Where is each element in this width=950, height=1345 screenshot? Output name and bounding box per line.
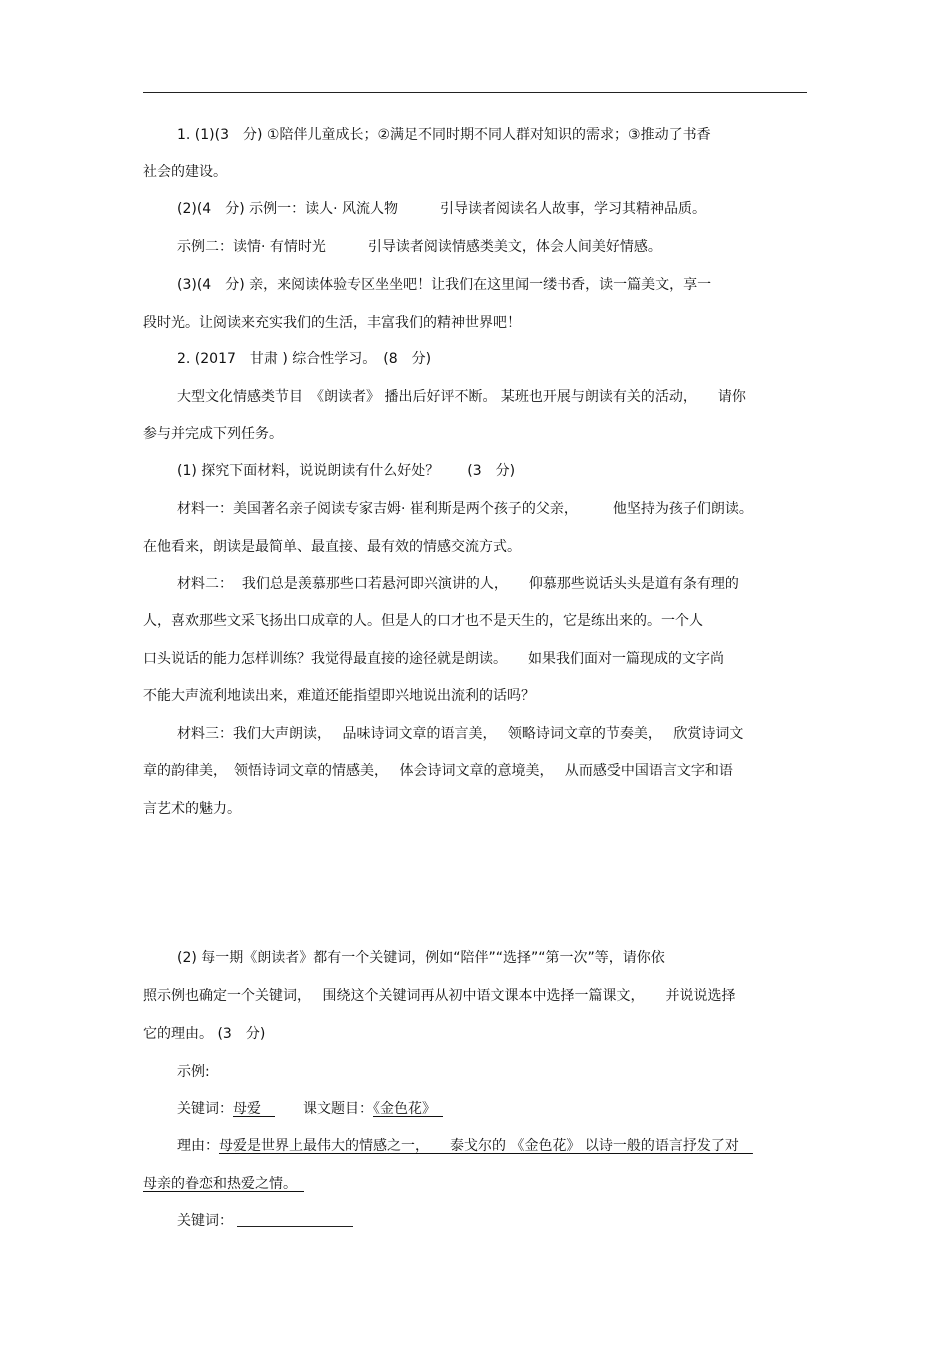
q1-part3-line1: (3)(4 分) 亲，来阅读体验专区坐坐吧！让我们在这里闻一缕书香，读一篇美文，享一 [177,277,712,293]
material2-line3: 口头说话的能力怎样训练？我觉得最直接的途径就是朗读。 如果我们面对一篇现成的文字尚 [143,651,724,667]
keyword-value: 母爱 [233,1101,275,1117]
example-label: 示例: [177,1064,210,1080]
q2-sub2-line3: 它的理由。 (3 分) [143,1026,266,1042]
reason-label: 理由： [177,1138,219,1154]
q2-header: 2. (2017 甘肃 ) 综合性学习。 (8 分) [177,351,432,367]
example-reason-row [177,1137,753,1155]
q1-part3-line2: 段时光。让阅读来充实我们的生活，丰富我们的精神世界吧！ [143,315,521,331]
q2-sub2-line1: (2) 每一期《朗读者》都有一个关键词，例如“陪伴”“选择”“第一次”等，请你依 [177,950,665,966]
example-keyword-row [177,1100,443,1118]
reason-line2: 母亲的眷恋和热爱之情。 [143,1176,290,1192]
material1-line1: 材料一：美国著名亲子阅读专家吉姆· 崔利斯是两个孩子的父亲， 他坚持为孩子们朗读。 [177,501,753,517]
reason-line1: 母爱是世界上最伟大的情感之一， 泰戈尔的 《金色花》 以诗一般的语言抒发了对 [219,1138,753,1154]
header-rule [143,92,807,93]
answer-keyword-blank[interactable] [237,1212,353,1227]
material1-line2: 在他看来，朗读是最简单、最直接、最有效的情感交流方式。 [143,539,521,555]
reason-line2-row [143,1175,304,1193]
material3-line1: 材料三：我们大声朗读， 品味诗词文章的语言美， 领略诗词文章的节奏美， 欣赏诗词文 [177,726,744,742]
material2-line4: 不能大声流利地读出来，难道还能指望即兴地说出流利的话吗？ [143,688,535,704]
title-value: 《金色花》 [373,1101,443,1117]
q2-sub1: (1) 探究下面材料，说说朗读有什么好处？ (3 分) [177,463,516,479]
keyword-label: 关键词： [177,1101,233,1117]
q2-intro-line1: 大型文化情感类节目 《朗读者》 播出后好评不断。 某班也开展与朗读有关的活动， 请你 [177,389,746,405]
material2-line1: 材料二： 我们总是羡慕那些口若悬河即兴演讲的人， 仰慕那些说话头头是道有条有理的 [177,576,739,592]
q1-part2-line1: (2)(4 分) 示例一：读人· 风流人物 引导读者阅读名人故事，学习其精神品质。 [177,201,707,217]
q2-intro-line2: 参与并完成下列任务。 [143,426,283,442]
q2-sub2-line2: 照示例也确定一个关键词， 围绕这个关键词再从初中语文课本中选择一篇课文， 并说说选择 [143,988,736,1004]
q1-part1-line2: 社会的建设。 [143,164,227,180]
material2-line2: 人，喜欢那些文采飞扬出口成章的人。但是人的口才也不是天生的，它是练出来的。一个人 [143,613,703,629]
material3-line3: 言艺术的魅力。 [143,801,241,817]
answer-keyword-row [177,1212,353,1230]
title-label: 课文题目： [303,1101,373,1117]
q1-part2-line2: 示例二：读情· 有情时光 引导读者阅读情感类美文，体会人间美好情感。 [177,239,662,255]
q1-part1-line1: 1. (1)(3 分) ①陪伴儿童成长；②满足不同时期不同人群对知识的需求；③推动了书香 [177,127,711,143]
answer-keyword-label: 关键词： [177,1213,233,1229]
material3-line2: 章的韵律美， 领悟诗词文章的情感美， 体会诗词文章的意境美， 从而感受中国语言文字和语 [143,763,733,779]
